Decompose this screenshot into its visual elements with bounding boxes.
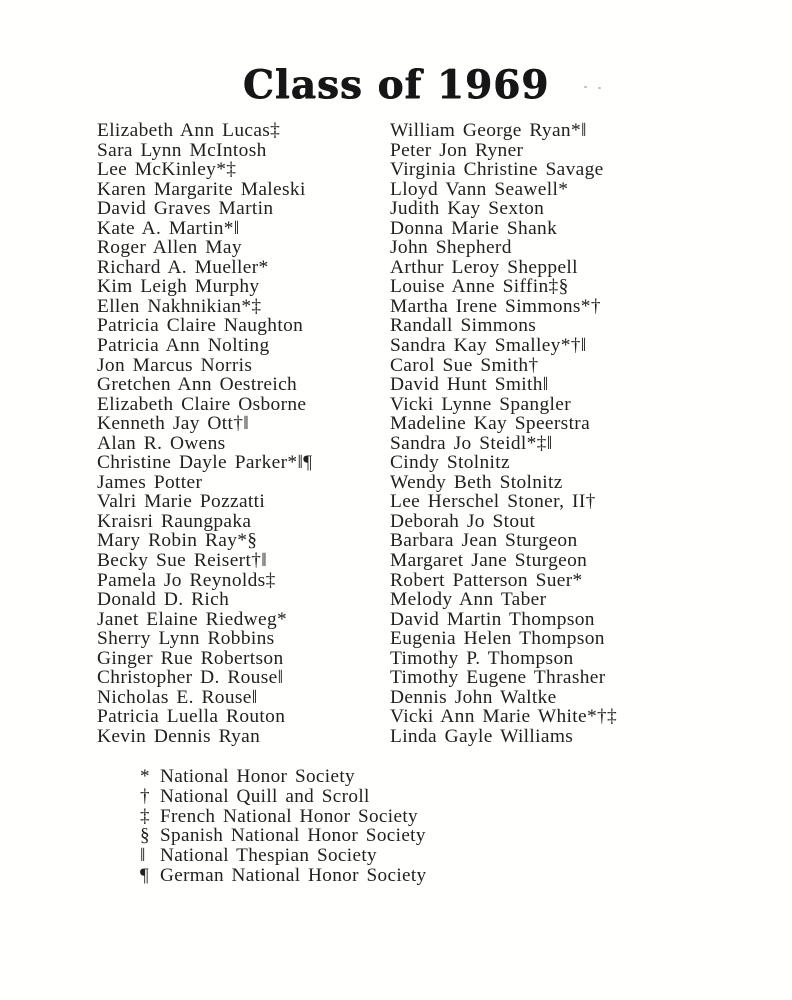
legend-symbol: ‖ bbox=[140, 845, 146, 867]
name-entry: Dennis John Waltke bbox=[390, 686, 557, 708]
legend-row bbox=[140, 846, 427, 866]
name-entry: Donald D. Rich bbox=[97, 589, 230, 611]
legend-row bbox=[140, 807, 427, 827]
name-entry: Linda Gayle Williams bbox=[390, 725, 574, 747]
name-columns bbox=[97, 121, 683, 747]
name-entry: Timothy P. Thompson bbox=[390, 647, 574, 669]
legend-row bbox=[140, 866, 427, 886]
name-entry: Deborah Jo Stout bbox=[390, 510, 536, 532]
name-entry: Vicki Ann Marie White*†‡ bbox=[390, 706, 618, 728]
name-entry: Nicholas E. Rouse‖ bbox=[97, 686, 258, 708]
name-entry: Louise Anne Siffin‡§ bbox=[390, 276, 569, 298]
name-entry: Kenneth Jay Ott†‖ bbox=[97, 413, 250, 435]
name-entry: Sandra Jo Steidl*‡‖ bbox=[390, 432, 553, 454]
name-entry: Randall Simmons bbox=[390, 315, 537, 337]
name-entry: Timothy Eugene Thrasher bbox=[390, 667, 606, 689]
name-entry: Becky Sue Reisert†‖ bbox=[97, 550, 268, 572]
legend-row bbox=[140, 826, 427, 846]
name-entry: John Shepherd bbox=[390, 237, 512, 259]
name-column-right bbox=[390, 121, 683, 747]
name-entry: Alan R. Owens bbox=[97, 432, 226, 454]
name-entry: Richard A. Mueller* bbox=[97, 256, 269, 278]
name-entry: Robert Patterson Suer* bbox=[390, 569, 583, 591]
name-entry: Arthur Leroy Sheppell bbox=[390, 256, 578, 278]
legend-symbol: ¶ bbox=[140, 864, 150, 886]
name-entry: David Graves Martin bbox=[97, 198, 274, 220]
name-entry: Lee Herschel Stoner, II† bbox=[390, 491, 596, 513]
legend-symbol: * bbox=[140, 766, 150, 787]
legend-label: National Thespian Society bbox=[160, 845, 377, 867]
legend-symbol: ‡ bbox=[140, 805, 150, 827]
name-entry: Ellen Nakhnikian*‡ bbox=[97, 295, 262, 317]
name-entry: Sara Lynn McIntosh bbox=[97, 139, 267, 161]
name-entry: Judith Kay Sexton bbox=[390, 198, 545, 220]
name-column-left bbox=[97, 121, 390, 747]
legend-label: National Honor Society bbox=[160, 766, 355, 787]
name-entry: Cindy Stolnitz bbox=[390, 452, 510, 474]
name-entry: David Martin Thompson bbox=[390, 608, 595, 630]
name-entry: Virginia Christine Savage bbox=[390, 159, 604, 181]
legend-row bbox=[140, 787, 427, 807]
name-entry: Kevin Dennis Ryan bbox=[97, 725, 261, 747]
name-entry: Melody Ann Taber bbox=[390, 589, 547, 611]
name-entry: Sherry Lynn Robbins bbox=[97, 628, 275, 650]
scan-speck bbox=[584, 86, 587, 88]
name-entry: Wendy Beth Stolnitz bbox=[390, 471, 563, 493]
name-entry: Ginger Rue Robertson bbox=[97, 647, 284, 669]
name-entry: Elizabeth Claire Osborne bbox=[97, 393, 307, 415]
scan-speck bbox=[598, 87, 601, 89]
name-entry: Madeline Kay Speerstra bbox=[390, 413, 591, 435]
name-entry: Martha Irene Simmons*† bbox=[390, 295, 601, 317]
name-entry: Gretchen Ann Oestreich bbox=[97, 374, 298, 396]
name-entry: Pamela Jo Reynolds‡ bbox=[97, 569, 276, 591]
name-entry: Jon Marcus Norris bbox=[97, 354, 253, 376]
name-entry: Eugenia Helen Thompson bbox=[390, 628, 605, 650]
name-entry: Carol Sue Smith† bbox=[390, 354, 539, 376]
name-entry: Elizabeth Ann Lucas‡ bbox=[97, 120, 281, 141]
name-entry: Christopher D. Rouse‖ bbox=[97, 667, 284, 689]
name-entry: William George Ryan*‖ bbox=[390, 120, 587, 141]
name-entry: Roger Allen May bbox=[97, 237, 242, 259]
symbol-legend bbox=[140, 767, 427, 886]
name-entry: Barbara Jean Sturgeon bbox=[390, 530, 578, 552]
name-entry: Donna Marie Shank bbox=[390, 217, 558, 239]
name-entry: Peter Jon Ryner bbox=[390, 139, 524, 161]
name-entry: Janet Elaine Riedweg* bbox=[97, 608, 288, 630]
legend-label: German National Honor Society bbox=[160, 864, 427, 886]
name-entry: David Hunt Smith‖ bbox=[390, 374, 549, 396]
name-entry: Sandra Kay Smalley*†‖ bbox=[390, 335, 587, 357]
legend-row bbox=[140, 767, 427, 787]
name-entry: Mary Robin Ray*§ bbox=[97, 530, 258, 552]
name-entry: Christine Dayle Parker*‖¶ bbox=[97, 452, 313, 474]
legend-symbol: § bbox=[140, 825, 150, 847]
name-entry: Karen Margarite Maleski bbox=[97, 178, 306, 200]
name-entry: Patricia Claire Naughton bbox=[97, 315, 304, 337]
name-entry: Margaret Jane Sturgeon bbox=[390, 550, 588, 572]
legend-label: National Quill and Scroll bbox=[160, 785, 370, 807]
name-entry: Patricia Ann Nolting bbox=[97, 335, 270, 357]
legend-label: French National Honor Society bbox=[160, 805, 418, 827]
name-entry: Valri Marie Pozzatti bbox=[97, 491, 266, 513]
name-entry: Kim Leigh Murphy bbox=[97, 276, 260, 298]
name-entry: Kraisri Raungpaka bbox=[97, 510, 252, 532]
name-entry: Vicki Lynne Spangler bbox=[390, 393, 572, 415]
name-entry: Lloyd Vann Seawell* bbox=[390, 178, 569, 200]
name-entry: Patricia Luella Routon bbox=[97, 706, 286, 728]
name-entry: James Potter bbox=[97, 471, 203, 493]
name-entry: Lee McKinley*‡ bbox=[97, 159, 237, 181]
name-entry: Kate A. Martin*‖ bbox=[97, 217, 240, 239]
legend-symbol: † bbox=[140, 785, 150, 807]
page-title: Class of 1969 bbox=[242, 62, 550, 108]
legend-label: Spanish National Honor Society bbox=[160, 825, 426, 847]
